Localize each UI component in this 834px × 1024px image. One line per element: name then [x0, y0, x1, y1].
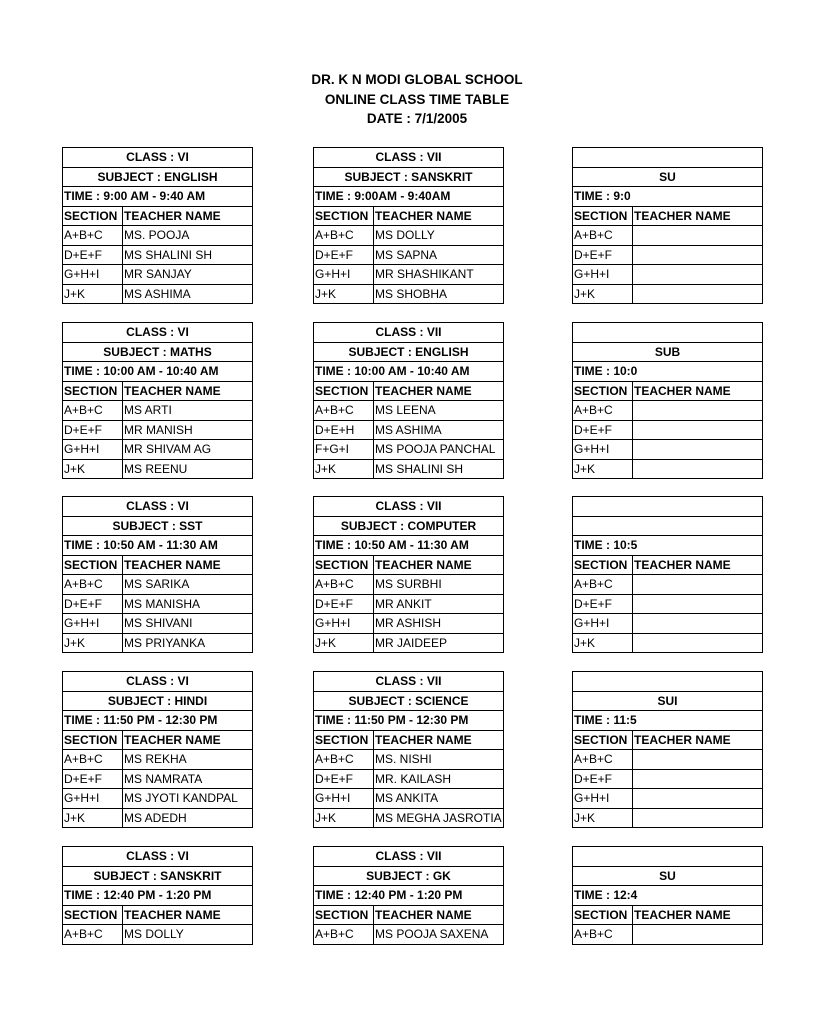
table-row [573, 284, 763, 304]
table-row [573, 226, 763, 246]
table-row [314, 633, 504, 653]
table-row [573, 594, 763, 614]
section-header: SECTION [573, 730, 633, 750]
table-row [573, 420, 763, 440]
section-header: SECTION [63, 730, 123, 750]
time-label: TIME : 11:5 [573, 711, 763, 731]
timetable-block [572, 147, 763, 304]
table-row [63, 401, 253, 421]
section-cell: J+K [63, 459, 123, 479]
section-cell: A+B+C [63, 226, 123, 246]
teacher-cell: MS SHOBHA [374, 284, 504, 304]
document-title: ONLINE CLASS TIME TABLE [324, 91, 510, 107]
section-cell: D+E+F [573, 769, 633, 789]
teacher-cell: MS ARTI [123, 401, 253, 421]
section-cell: G+H+I [573, 614, 633, 634]
section-header: SECTION [573, 555, 633, 575]
column-header-row [63, 555, 253, 575]
section-cell: G+H+I [314, 265, 374, 285]
table-row [573, 750, 763, 770]
section-cell: A+B+C [573, 401, 633, 421]
table-row [314, 789, 504, 809]
column-header-row [573, 555, 763, 575]
table-row [573, 245, 763, 265]
teacher-cell: MS SURBHI [374, 575, 504, 595]
teacher-cell [633, 245, 763, 265]
table-row [63, 633, 253, 653]
table-row [63, 245, 253, 265]
section-cell: G+H+I [63, 265, 123, 285]
timetable-block [572, 846, 763, 945]
section-header: SECTION [573, 206, 633, 226]
teacher-cell: MS SARIKA [123, 575, 253, 595]
teacher-header: TEACHER NAME [374, 555, 504, 575]
class-label [573, 672, 763, 692]
column-header-row [314, 905, 504, 925]
section-cell: D+E+F [63, 420, 123, 440]
teacher-cell: MS ADEDH [123, 808, 253, 828]
teacher-cell: MS ANKITA [374, 789, 504, 809]
table-row [314, 925, 504, 945]
column-header-row [63, 730, 253, 750]
school-name: DR. K N MODI GLOBAL SCHOOL [311, 72, 523, 87]
teacher-cell: MS POOJA PANCHAL [374, 440, 504, 460]
table-row [63, 265, 253, 285]
section-cell: D+E+F [63, 594, 123, 614]
section-cell: J+K [314, 633, 374, 653]
table-row [314, 401, 504, 421]
teacher-cell: MS ASHIMA [123, 284, 253, 304]
teacher-cell: MR JAIDEEP [374, 633, 504, 653]
time-label: TIME : 12:4 [573, 886, 763, 906]
class-label: CLASS : VII [314, 672, 504, 692]
teacher-cell: MS DOLLY [374, 226, 504, 246]
section-cell: J+K [63, 808, 123, 828]
table-row [63, 614, 253, 634]
table-row [314, 594, 504, 614]
teacher-cell [633, 226, 763, 246]
section-cell: G+H+I [314, 789, 374, 809]
table-row [314, 750, 504, 770]
table-row [573, 925, 763, 945]
table-row [573, 575, 763, 595]
class-label: CLASS : VI [63, 497, 253, 517]
table-row [573, 789, 763, 809]
section-header: SECTION [573, 905, 633, 925]
class-label: CLASS : VII [314, 148, 504, 168]
teacher-header: TEACHER NAME [123, 730, 253, 750]
class-label: CLASS : VII [314, 847, 504, 867]
teacher-cell: MS SHALINI SH [123, 245, 253, 265]
teacher-cell [633, 440, 763, 460]
table-row [63, 925, 253, 945]
section-cell: D+E+F [63, 769, 123, 789]
teacher-cell [633, 459, 763, 479]
table-row [314, 614, 504, 634]
table-row [314, 440, 504, 460]
teacher-header: TEACHER NAME [374, 730, 504, 750]
teacher-cell: MS REENU [123, 459, 253, 479]
column-header-row [573, 905, 763, 925]
subject-label: SUBJECT : SANSKRIT [314, 167, 504, 187]
section-cell: A+B+C [573, 575, 633, 595]
teacher-header: TEACHER NAME [633, 730, 763, 750]
subject-label: SUBJECT : SANSKRIT [63, 866, 253, 886]
table-row [573, 265, 763, 285]
column-header-row [573, 206, 763, 226]
teacher-cell: MS SHALINI SH [374, 459, 504, 479]
column-header-row [314, 555, 504, 575]
time-label: TIME : 10:00 AM - 10:40 AM [314, 362, 504, 382]
class-label: CLASS : VI [63, 847, 253, 867]
section-cell: A+B+C [63, 750, 123, 770]
timetable-block [62, 846, 253, 945]
section-cell: D+E+F [573, 420, 633, 440]
teacher-cell [633, 594, 763, 614]
section-cell: A+B+C [63, 925, 123, 945]
table-row [314, 245, 504, 265]
teacher-cell [633, 575, 763, 595]
section-cell: J+K [573, 459, 633, 479]
teacher-header: TEACHER NAME [123, 381, 253, 401]
teacher-cell: MS PRIYANKA [123, 633, 253, 653]
teacher-cell: MR. KAILASH [374, 769, 504, 789]
section-cell: J+K [314, 808, 374, 828]
section-cell: J+K [573, 808, 633, 828]
section-cell: D+E+F [314, 769, 374, 789]
teacher-cell [633, 925, 763, 945]
subject-label: SUBJECT : SST [63, 516, 253, 536]
section-cell: D+E+F [314, 594, 374, 614]
section-cell: A+B+C [573, 226, 633, 246]
time-label: TIME : 10:50 AM - 11:30 AM [314, 536, 504, 556]
column-header-row [314, 206, 504, 226]
table-row [63, 769, 253, 789]
teacher-header: TEACHER NAME [633, 555, 763, 575]
section-cell: J+K [573, 633, 633, 653]
class-label: CLASS : VI [63, 323, 253, 343]
section-cell: A+B+C [573, 925, 633, 945]
teacher-cell: MS. POOJA [123, 226, 253, 246]
teacher-header: TEACHER NAME [633, 206, 763, 226]
time-label: TIME : 11:50 PM - 12:30 PM [63, 711, 253, 731]
section-cell: D+E+F [314, 245, 374, 265]
section-header: SECTION [314, 555, 374, 575]
table-row [314, 265, 504, 285]
subject-label: SUBJECT : ENGLISH [314, 342, 504, 362]
teacher-cell: MR ASHISH [374, 614, 504, 634]
teacher-cell: MR SHASHIKANT [374, 265, 504, 285]
teacher-cell [633, 789, 763, 809]
column-header-row [63, 381, 253, 401]
timetable-block [572, 496, 763, 653]
teacher-header: TEACHER NAME [123, 555, 253, 575]
subject-label: SUBJECT : MATHS [63, 342, 253, 362]
teacher-cell: MS JYOTI KANDPAL [123, 789, 253, 809]
table-row [314, 459, 504, 479]
document-date: DATE : 7/1/2005 [366, 111, 468, 126]
teacher-cell [633, 420, 763, 440]
time-label: TIME : 9:00AM - 9:40AM [314, 187, 504, 207]
table-row [63, 420, 253, 440]
column-header-row [63, 905, 253, 925]
table-row [573, 440, 763, 460]
section-cell: A+B+C [63, 401, 123, 421]
table-row [314, 420, 504, 440]
section-cell: A+B+C [314, 226, 374, 246]
time-label: TIME : 12:40 PM - 1:20 PM [314, 886, 504, 906]
teacher-cell: MS NAMRATA [123, 769, 253, 789]
table-row [573, 633, 763, 653]
teacher-cell: MS LEENA [374, 401, 504, 421]
teacher-cell [633, 401, 763, 421]
section-cell: A+B+C [314, 750, 374, 770]
class-label: CLASS : VII [314, 323, 504, 343]
timetable-block [313, 846, 504, 945]
section-header: SECTION [314, 381, 374, 401]
table-row [314, 284, 504, 304]
subject-label: SUB [573, 342, 763, 362]
section-header: SECTION [573, 381, 633, 401]
section-cell: A+B+C [314, 925, 374, 945]
table-row [63, 284, 253, 304]
table-row [573, 614, 763, 634]
section-cell: G+H+I [573, 265, 633, 285]
table-row [573, 459, 763, 479]
table-row [63, 808, 253, 828]
teacher-cell: MS SAPNA [374, 245, 504, 265]
section-cell: D+E+F [573, 245, 633, 265]
timetable-block [572, 671, 763, 828]
column-header-row [314, 730, 504, 750]
table-row [63, 575, 253, 595]
section-header: SECTION [314, 905, 374, 925]
section-cell: D+E+H [314, 420, 374, 440]
teacher-cell: MR MANISH [123, 420, 253, 440]
table-row [63, 459, 253, 479]
teacher-header: TEACHER NAME [374, 206, 504, 226]
class-label: CLASS : VII [314, 497, 504, 517]
section-cell: J+K [63, 633, 123, 653]
timetable-block [62, 671, 253, 828]
section-cell: A+B+C [314, 401, 374, 421]
table-row [314, 226, 504, 246]
teacher-cell [633, 808, 763, 828]
time-label: TIME : 12:40 PM - 1:20 PM [63, 886, 253, 906]
subject-label: SUBJECT : ENGLISH [63, 167, 253, 187]
timetable-block [313, 147, 504, 304]
time-label: TIME : 9:00 AM - 9:40 AM [63, 187, 253, 207]
table-row [314, 808, 504, 828]
section-cell: J+K [573, 284, 633, 304]
subject-label: SUI [573, 691, 763, 711]
section-cell: J+K [63, 284, 123, 304]
section-cell: G+H+I [63, 440, 123, 460]
time-label: TIME : 11:50 PM - 12:30 PM [314, 711, 504, 731]
teacher-cell [633, 284, 763, 304]
teacher-header: TEACHER NAME [633, 381, 763, 401]
teacher-cell: MR SHIVAM AG [123, 440, 253, 460]
section-header: SECTION [314, 730, 374, 750]
class-label [573, 847, 763, 867]
teacher-cell: MS MEGHA JASROTIA [374, 808, 504, 828]
teacher-header: TEACHER NAME [633, 905, 763, 925]
subject-label: SUBJECT : GK [314, 866, 504, 886]
teacher-cell [633, 265, 763, 285]
timetable-block [62, 147, 253, 304]
column-header-row [573, 730, 763, 750]
table-row [63, 750, 253, 770]
column-header-row [573, 381, 763, 401]
column-header-row [63, 206, 253, 226]
section-cell: G+H+I [63, 614, 123, 634]
section-header: SECTION [63, 555, 123, 575]
timetable-block [313, 322, 504, 479]
timetable-block [572, 322, 763, 479]
section-cell: G+H+I [573, 789, 633, 809]
teacher-cell [633, 769, 763, 789]
teacher-header: TEACHER NAME [374, 381, 504, 401]
teacher-cell: MS DOLLY [123, 925, 253, 945]
teacher-cell: MS MANISHA [123, 594, 253, 614]
section-cell: G+H+I [573, 440, 633, 460]
time-label: TIME : 10:50 AM - 11:30 AM [63, 536, 253, 556]
timetable-block [313, 496, 504, 653]
teacher-header: TEACHER NAME [374, 905, 504, 925]
section-header: SECTION [63, 381, 123, 401]
subject-label: SUBJECT : SCIENCE [314, 691, 504, 711]
section-cell: J+K [314, 459, 374, 479]
section-cell: G+H+I [63, 789, 123, 809]
teacher-cell: MS REKHA [123, 750, 253, 770]
table-row [63, 789, 253, 809]
table-row [573, 401, 763, 421]
table-row [573, 808, 763, 828]
teacher-cell: MS POOJA SAXENA [374, 925, 504, 945]
subject-label: SU [573, 866, 763, 886]
class-label: CLASS : VI [63, 672, 253, 692]
class-label [573, 323, 763, 343]
teacher-cell: MS SHIVANI [123, 614, 253, 634]
section-cell: D+E+F [573, 594, 633, 614]
table-row [573, 769, 763, 789]
teacher-header: TEACHER NAME [123, 206, 253, 226]
section-cell: J+K [314, 284, 374, 304]
time-label: TIME : 10:5 [573, 536, 763, 556]
section-cell: F+G+I [314, 440, 374, 460]
table-row [63, 594, 253, 614]
section-header: SECTION [314, 206, 374, 226]
subject-label [573, 516, 763, 536]
subject-label: SUBJECT : HINDI [63, 691, 253, 711]
teacher-cell: MS. NISHI [374, 750, 504, 770]
class-label [573, 148, 763, 168]
table-row [314, 575, 504, 595]
section-header: SECTION [63, 905, 123, 925]
timetable-block [313, 671, 504, 828]
teacher-cell [633, 750, 763, 770]
teacher-cell [633, 614, 763, 634]
subject-label: SU [573, 167, 763, 187]
subject-label: SUBJECT : COMPUTER [314, 516, 504, 536]
teacher-cell [633, 633, 763, 653]
table-row [314, 769, 504, 789]
teacher-cell: MR SANJAY [123, 265, 253, 285]
timetable-block [62, 322, 253, 479]
section-cell: D+E+F [63, 245, 123, 265]
section-cell: A+B+C [573, 750, 633, 770]
section-cell: A+B+C [63, 575, 123, 595]
timetable-block [62, 496, 253, 653]
teacher-cell: MR ANKIT [374, 594, 504, 614]
section-cell: A+B+C [314, 575, 374, 595]
section-header: SECTION [63, 206, 123, 226]
class-label [573, 497, 763, 517]
teacher-cell: MS ASHIMA [374, 420, 504, 440]
time-label: TIME : 9:0 [573, 187, 763, 207]
section-cell: G+H+I [314, 614, 374, 634]
column-header-row [314, 381, 504, 401]
time-label: TIME : 10:0 [573, 362, 763, 382]
class-label: CLASS : VI [63, 148, 253, 168]
time-label: TIME : 10:00 AM - 10:40 AM [63, 362, 253, 382]
table-row [63, 226, 253, 246]
teacher-header: TEACHER NAME [123, 905, 253, 925]
table-row [63, 440, 253, 460]
